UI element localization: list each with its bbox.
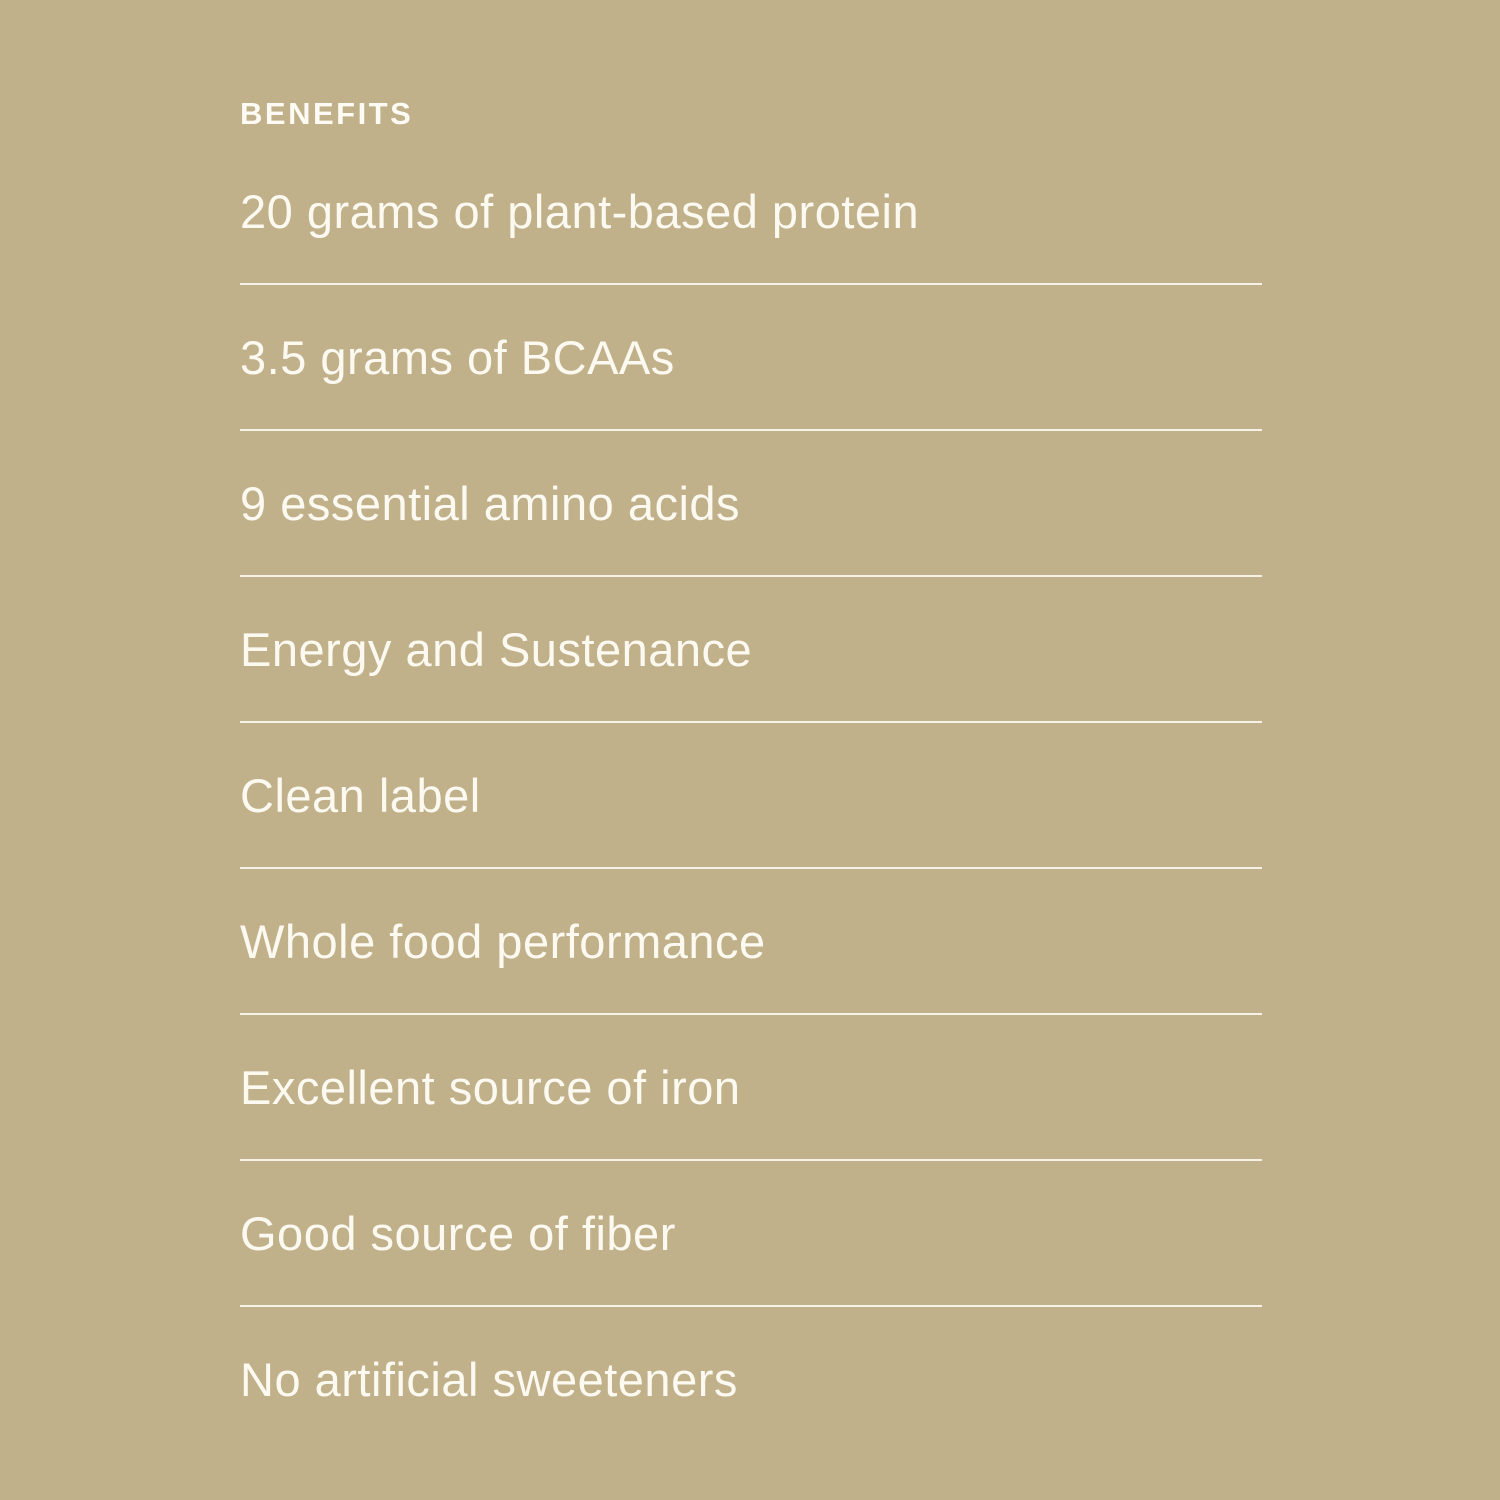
benefit-item-label: 20 grams of plant-based protein — [240, 184, 920, 238]
benefits-list — [240, 139, 1262, 1451]
benefit-item-label: 9 essential amino acids — [240, 476, 741, 530]
benefit-item-label: Energy and Sustenance — [240, 622, 753, 676]
benefit-item-whole-food — [240, 869, 1262, 1015]
benefit-item-label: 3.5 grams of BCAAs — [240, 330, 675, 384]
benefit-item-clean-label — [240, 723, 1262, 869]
benefit-item-energy — [240, 577, 1262, 723]
benefit-item-label: No artificial sweeteners — [240, 1352, 738, 1406]
benefit-item-label: Whole food performance — [240, 914, 766, 968]
benefit-item-label: Excellent source of iron — [240, 1060, 741, 1114]
benefit-item-protein — [240, 139, 1262, 285]
benefit-item-fiber — [240, 1161, 1262, 1307]
benefit-item-amino-acids — [240, 431, 1262, 577]
benefits-heading: BENEFITS — [240, 96, 414, 131]
benefit-item-bcaas — [240, 285, 1262, 431]
benefit-item-label: Clean label — [240, 768, 481, 822]
benefit-item-label: Good source of fiber — [240, 1206, 676, 1260]
benefit-item-no-sweeteners — [240, 1307, 1262, 1451]
benefit-item-iron — [240, 1015, 1262, 1161]
benefits-panel — [240, 97, 1262, 1451]
